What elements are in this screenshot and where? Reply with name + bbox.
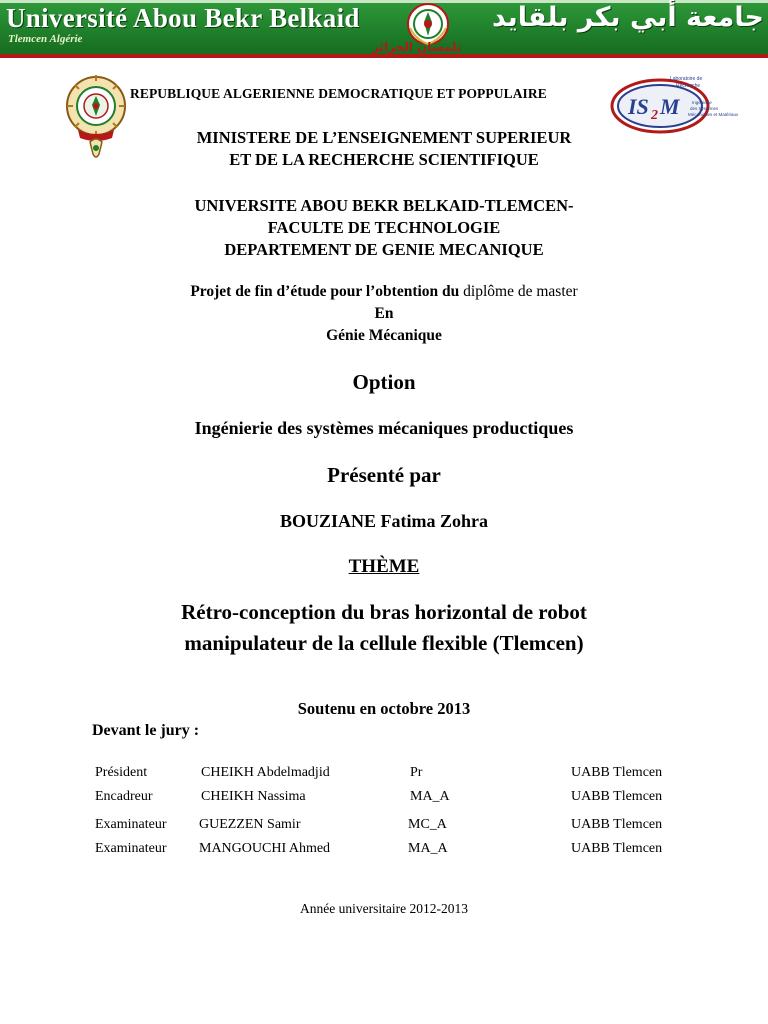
svg-text:M: M bbox=[660, 94, 680, 119]
jury-role: Examinateur bbox=[95, 841, 167, 856]
soutenance-date: Soutenu en octobre 2013 bbox=[297, 699, 471, 718]
option-value: Ingénierie des systèmes mécaniques productiques bbox=[194, 418, 574, 438]
projet-line-2: En bbox=[374, 305, 394, 322]
ministere-line-1: MINISTERE DE L’ENSEIGNEMENT SUPERIEUR bbox=[196, 128, 572, 147]
theme-label: THÈME bbox=[348, 556, 420, 577]
jury-institution: UABB Tlemcen bbox=[571, 817, 663, 832]
projet-line-1-normal: diplôme de master bbox=[459, 283, 578, 300]
projet-line-1-bold: Projet de fin d’étude pour l’obtention du bbox=[190, 283, 460, 300]
university-banner bbox=[0, 0, 768, 58]
svg-text:des Systèmes: des Systèmes bbox=[690, 106, 719, 111]
svg-text:Mécaniques et Matériaux: Mécaniques et Matériaux bbox=[688, 112, 739, 117]
jury-grade: MA_A bbox=[410, 789, 450, 804]
banner-center-arabic: تلمسان الجزائر bbox=[372, 40, 462, 54]
projet-line-3: Génie Mécanique bbox=[326, 327, 442, 344]
ministere-line-2: ET DE LA RECHERCHE SCIENTIFIQUE bbox=[229, 150, 539, 169]
jury-name: CHEIKH Nassima bbox=[201, 789, 306, 804]
svg-text:IS: IS bbox=[628, 94, 649, 119]
option-label: Option bbox=[352, 370, 416, 394]
svg-text:2: 2 bbox=[651, 108, 658, 123]
presente-label: Présenté par bbox=[327, 463, 441, 487]
theme-title-line-1: Rétro-conception du bras horizontal de robot bbox=[181, 600, 587, 624]
departement-line: DEPARTEMENT DE GENIE MECANIQUE bbox=[224, 240, 544, 259]
jury-institution: UABB Tlemcen bbox=[571, 789, 663, 804]
jury-grade: MC_A bbox=[408, 817, 447, 832]
jury-role: Examinateur bbox=[95, 817, 167, 832]
projet-line-1 bbox=[0, 283, 768, 301]
jury-row bbox=[0, 765, 768, 785]
banner-arabic-title: جامعة أبي بكر بلقايد bbox=[492, 2, 764, 33]
annee-universitaire: Année universitaire 2012-2013 bbox=[300, 901, 468, 916]
svg-text:Ingénierie: Ingénierie bbox=[692, 100, 712, 105]
jury-institution: UABB Tlemcen bbox=[571, 841, 663, 856]
jury-row bbox=[0, 841, 768, 861]
jury-name: MANGOUCHI Ahmed bbox=[199, 841, 331, 856]
jury-role: Président bbox=[95, 765, 148, 780]
jury-name: CHEIKH Abdelmadjid bbox=[201, 765, 330, 780]
jury-row bbox=[0, 817, 768, 837]
is2m-lab-logo-icon bbox=[608, 70, 739, 136]
jury-institution: UABB Tlemcen bbox=[571, 765, 663, 780]
banner-title: Université Abou Bekr Belkaid bbox=[6, 3, 360, 33]
svg-text:Recherche: Recherche bbox=[676, 83, 701, 89]
jury-grade: Pr bbox=[410, 765, 423, 780]
jury-title: Devant le jury : bbox=[92, 722, 200, 739]
jury-grade: MA_A bbox=[408, 841, 448, 856]
jury-role: Encadreur bbox=[95, 789, 153, 804]
author-name: BOUZIANE Fatima Zohra bbox=[279, 511, 488, 531]
svg-text:Laboratoire de: Laboratoire de bbox=[670, 76, 703, 82]
universite-line: UNIVERSITE ABOU BEKR BELKAID-TLEMCEN- bbox=[194, 196, 574, 215]
republique-heading: REPUBLIQUE ALGERIENNE DEMOCRATIQUE ET POPPULAIRE bbox=[130, 86, 547, 101]
banner-bottom-stripe bbox=[0, 54, 768, 58]
banner-subtitle: Tlemcen Algérie bbox=[8, 33, 83, 45]
jury-row bbox=[0, 789, 768, 809]
faculte-line: FACULTE DE TECHNOLOGIE bbox=[267, 218, 501, 237]
jury-name: GUEZZEN Samir bbox=[199, 817, 301, 832]
theme-title-line-2: manipulateur de la cellule flexible (Tlemcen) bbox=[184, 631, 584, 655]
